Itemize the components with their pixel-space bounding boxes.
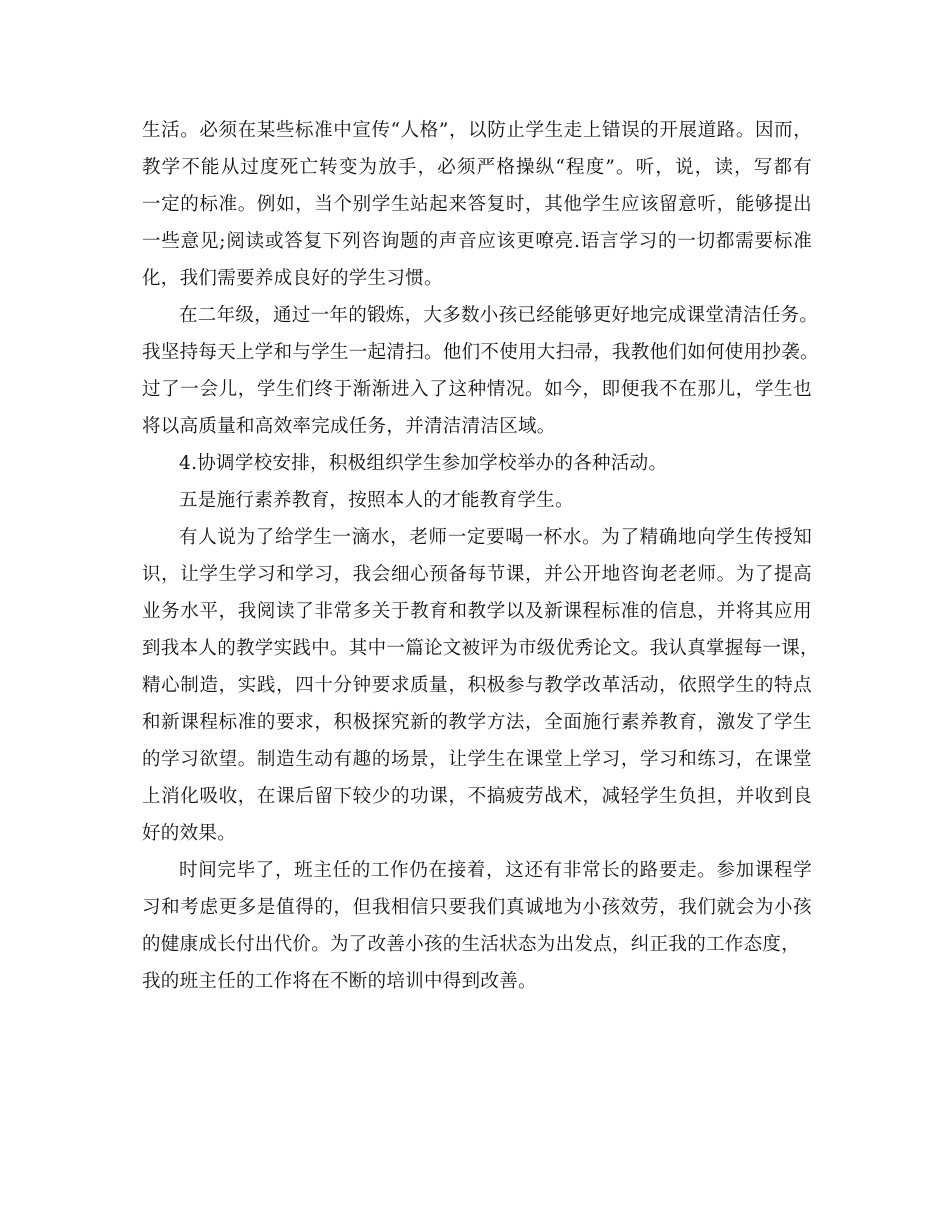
text-line: 一定的标准。例如，当个别学生站起来答复时，其他学生应该留意听，能够提出 — [142, 194, 812, 215]
text-line: 在二年级，通过一年的锻炼，大多数小孩已经能够更好地完成课堂清洁任务。 — [179, 305, 819, 326]
text-line: 过了一会儿，学生们终于渐渐进入了这种情况。如今，即便我不在那儿，学生也 — [142, 379, 812, 400]
text-line: 的健康成长付出代价。为了改善小孩的生活状态为出发点，纠正我的工作态度， — [142, 934, 801, 955]
text-line: 我的班主任的工作将在不断的培训中得到改善。 — [142, 971, 537, 992]
text-line: 时间完毕了，班主任的工作仍在接着，这还有非常长的路要走。参加课程学 — [179, 860, 812, 881]
text-line: 好的效果。 — [142, 823, 237, 844]
text-line: 4.协调学校安排，积极组织学生参加学校举办的各种活动。 — [179, 453, 668, 474]
text-line: 精心制造，实践，四十分钟要求质量，积极参与教学改革活动，依照学生的特点 — [142, 675, 812, 696]
text-line: 到我本人的教学实践中。其中一篇论文被评为市级优秀论文。我认真掌握每一课， — [142, 638, 819, 659]
document-body — [142, 112, 819, 1000]
text-line: 有人说为了给学生一滴水，老师一定要喝一杯水。为了精确地向学生传授知 — [179, 527, 812, 548]
text-line: 化，我们需要养成良好的学生习惯。 — [142, 268, 443, 289]
text-line: 习和考虑更多是值得的，但我相信只要我们真诚地为小孩效劳，我们就会为小孩 — [142, 897, 812, 918]
text-line: 将以高质量和高效率完成任务，并清洁清洁区域。 — [142, 416, 556, 437]
text-line: 识，让学生学习和学习，我会细心预备每节课，并公开地咨询老老师。为了提高 — [142, 564, 812, 585]
text-line: 的学习欲望。制造生动有趣的场景，让学生在课堂上学习，学习和练习，在课堂 — [142, 749, 812, 770]
text-line: 生活。必须在某些标准中宣传“人格”，以防止学生走上错误的开展道路。因而， — [142, 120, 812, 141]
text-line: 一些意见;阅读或答复下列咨询题的声音应该更嘹亮.语言学习的一切都需要标准 — [142, 231, 812, 252]
text-line: 业务水平，我阅读了非常多关于教育和教学以及新课程标准的信息，并将其应用 — [142, 601, 812, 622]
text-line: 和新课程标准的要求，积极探究新的教学方法，全面施行素养教育，激发了学生 — [142, 712, 812, 733]
text-line: 教学不能从过度死亡转变为放手，必须严格操纵“程度”。听，说，读，写都有 — [142, 157, 812, 178]
text-line: 五是施行素养教育，按照本人的才能教育学生。 — [179, 490, 574, 511]
text-line: 上消化吸收，在课后留下较少的功课，不搞疲劳战术，减轻学生负担，并收到良 — [142, 786, 812, 807]
text-line: 我坚持每天上学和与学生一起清扫。他们不使用大扫帚，我教他们如何使用抄袭。 — [142, 342, 819, 363]
